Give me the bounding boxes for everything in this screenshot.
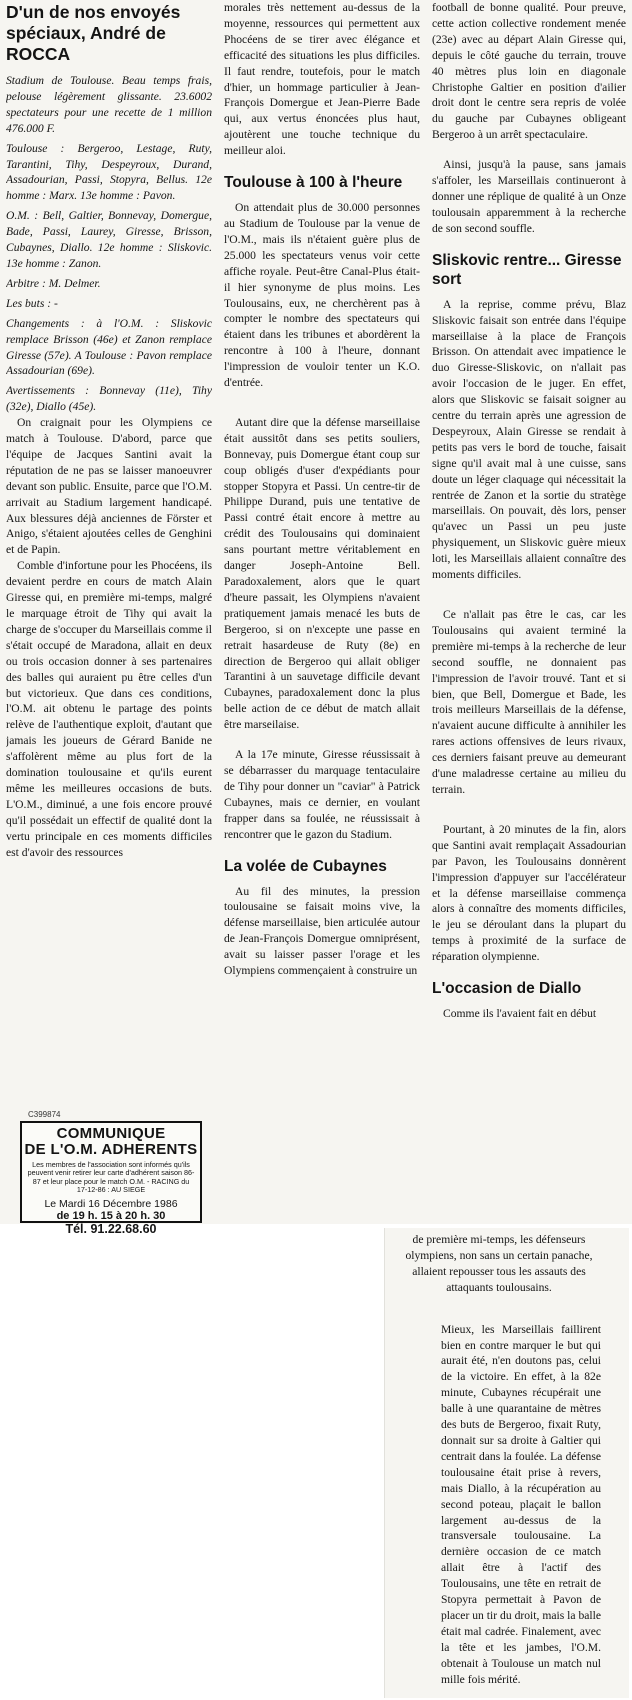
subheading: La volée de Cubaynes bbox=[224, 857, 387, 875]
notice-date: Le Mardi 16 Décembre 1986 bbox=[44, 1197, 178, 1210]
match-info-toulouse-lineup: Toulouse : Bergeroo, Lestage, Ruty, Tarantini, Tihy, Despeyroux, Durand, Assadourian, Passi, Stopyra, Bellus. 12e homme : Marx. 13e homme : Pavon. bbox=[6, 141, 212, 203]
match-info-referee: Arbitre : M. Delmer. bbox=[6, 276, 101, 290]
match-info-om-lineup: O.M. : Bell, Galtier, Bonnevay, Domergue, Bade, Passi, Laurey, Giresse, Brisson, Cubaynes, Diallo. 12e homme : Sliskovic. 13e homme : Zanon. bbox=[6, 209, 212, 270]
om-members-notice bbox=[20, 1121, 202, 1236]
paragraph: A la reprise, comme prévu, Blaz Sliskovic faisait son entrée dans l'équipe marseillaise à la place de François Brisson. On attendait avec impatience le duo Giresse-Sliskovic, on n'allait pas avoir l'occasion de le juger. En effet, alors que Sliskovic se faisait soigner au centre du terrain après une agression de Despeyroux, Alain Giresse se rendait à petits pas vers le bord de touche, faisait signe qu'il avait mal à une cuisse, sans doute un léger claquage qui nécessitait la rentrée de Zanon et la sortie du stratège marseillais. On pouvait, dès lors, penser qu'avec un Passi un peu juste physiquement, un Sliskovic guère mieux loti, les Marseillais allaient connaître des moments difficiles. bbox=[432, 297, 626, 582]
notice-body: Les membres de l'association sont informés qu'ils peuvent venir retirer leur carte d'adhérent saison 86-87 et leur place pour le match O.M. - RACING du 17-12-86 : AU SIEGE bbox=[27, 1160, 195, 1195]
continuation-strip bbox=[384, 1228, 629, 1698]
notice-reference: C399874 bbox=[28, 1110, 61, 1119]
paragraph: Ce n'allait pas être le cas, car les Toulousains qui avaient terminé la première mi-temps à la recherche de leur second souffle, ne donnaient pas l'impression de l'avoir trouvé. Tant et si bien, que Bell, Domergue et Bade, les trois meilleurs Marseillais de la défense, n'avaient aucune difficulte à annihiler les rares actions offensives de leurs rivaux, ces derniers faisant preuve au demeurant d'une maladresse certaine au milieu du terrain. bbox=[432, 608, 626, 796]
paragraph: On attendait plus de 30.000 personnes au Stadium de Toulouse par la venue de l'O.M., mais ils n'étaient guère plus de 25.000 les spectateurs venus voir cette affiche royale. Peut-être Canal-Plus était-il hier synonyme de plus moins. Les Toulousains, eux, ne cherchèrent pas à compter le nombre des spectateurs qui étaient dans les tribunes et abordèrent la rencontre à 100 à l'heure, donnant l'impression de vouloir tenter un K.O. d'entrée. bbox=[224, 201, 420, 390]
column-3 bbox=[432, 0, 626, 1222]
match-info-goals: Les buts : - bbox=[6, 296, 58, 310]
column-2 bbox=[224, 0, 420, 1222]
notice-hours: de 19 h. 15 à 20 h. 30 bbox=[56, 1209, 166, 1222]
notice-phone: Tél. 91.22.68.60 bbox=[65, 1221, 157, 1236]
paragraph: Comble d'infortune pour les Phocéens, ils devaient perdre en cours de match Alain Giresse qui, en première mi-temps, malgré le marquage étroit de Tihy qui avait la charge de s'occuper du Marseillais comme il s'était occupé de Maradona, allait en deux ou trois occasion donner à ses partenaires des balles qui auraient pu être celles d'un but victorieux. Que dans ces conditions, l'O.M. ait obtenu le partage des points relève de l'authentique exploit, d'autant que jamais les joueurs de Gérard Banide ne s'affolèrent même au plus fort de la domination toulousaine et qu'ils eurent même les meilleures occasions de buts. L'O.M., diminué, a une fois encore prouvé qu'il possédait un effectif de qualité dont la vertu principale en ces moments difficiles est d'avoir des ressources bbox=[6, 559, 212, 859]
paragraph: On craignait pour les Olympiens ce match à Toulouse. D'abord, parce que l'équipe de Jacques Santini avait la réputation de ne pas se laisser manoeuvrer devant son public. Ensuite, parce que l'O.M. arrivait au Stadium largement handicapé. Aux blessures déjà anciennes de Förster et Anigo, s'étaient ajoutées celles de Genghini et de Papin. bbox=[6, 416, 212, 557]
paragraph: Ainsi, jusqu'à la pause, sans jamais s'affoler, les Marseillais continueront à donner une réplique de qualité à un Onze toulousain apparemment à la recherche de son second souffle. bbox=[432, 158, 626, 235]
notice-title-line-2: DE L'O.M. ADHERENTS bbox=[24, 1141, 198, 1158]
subheading: L'occasion de Diallo bbox=[432, 980, 582, 998]
subheading: Toulouse à 100 à l'heure bbox=[224, 174, 403, 192]
subheading: Sliskovic rentre... Giresse sort bbox=[432, 251, 622, 288]
continuation-text bbox=[397, 1232, 601, 1687]
match-info-venue: Stadium de Toulouse. Beau temps frais, pelouse légèrement glissante. 23.6002 spectateurs pour une recette de 1 million 476.000 F. bbox=[6, 74, 212, 135]
paragraph: Autant dire que la défense marseillaise était aussitôt dans ses petits souliers, Bonnevay, puis Domergue étant coup sur coup obligés d'user d'expédiants pour stopper Stopyra et Passi. Un centre-tir de Philippe Durand, puis une tentative de Passi contré était encore à mettre au crédit des Toulousains qui dominaient sans pourtant mettre véritablement en danger Joseph-Antoine Bell. Paradoxalement, alors que le quart d'heure passait, les Olympiens n'avaient pratiquement jamais menacé les buts de Bergeroo, si on n'excepte une passe en retrait hasardeuse de Ruty (8e) en direction de Bergeroo qui allait obliger Tarantini à un sauvetage difficile devant Cubaynes, paradoxalement donc la plus belle action de ce début de match allait être marseilaise. bbox=[224, 415, 420, 732]
match-info-bookings: Avertissements : Bonnevay (11e), Tihy (32e), Diallo (45e). bbox=[6, 384, 212, 414]
match-info-substitutions: Changements : à l'O.M. : Sliskovic remplace Brisson (46e) et Zanon remplace Giresse (57e). A Toulouse : Pavon remplace Assadourian (69e). bbox=[6, 316, 212, 378]
column-1 bbox=[6, 0, 212, 1130]
match-info bbox=[6, 73, 212, 415]
notice-title-line-1: COMMUNIQUE bbox=[56, 1125, 166, 1142]
paragraph: morales très nettement au-dessus de la moyenne, ressources qui permettent aux Phocéens de se tirer avec élégance et efficacité des situations les plus difficiles. Il faut rendre, toutefois, pour le match d'hier, un hommage particulier à Jean-François Domergue et Jean-Pierre Bade qui, aux vertus énoncées plus haut, ajoutèrent une touche technique du meilleur aloi. bbox=[224, 1, 420, 158]
paragraph: Comme ils l'avaient fait en début bbox=[443, 1007, 597, 1021]
paragraph: Pourtant, à 20 minutes de la fin, alors que Santini avait remplaçait Assadourian par Pavon, les Toulousains donnèrent l'impression d'appuyer sur l'accélérateur et la défense marseillaise commença alors à connaître des moments difficiles, le jeu se déroulant dans la plupart du temps à proximité de la surface de réparation olympienne. bbox=[432, 822, 626, 964]
paragraph: football de bonne qualité. Pour preuve, cette action collective rondement menée (23e) avec au départ Alain Giresse qui, depuis le côté gauche du terrain, trouve 40 mètres plus loin en diagonale Christophe Galtier en position d'ailier droit dont le centre sera repris de volée du gauche par Cubaynes obligeant Bergeroo à un arrêt spectaculaire. bbox=[432, 1, 626, 142]
paragraph: de première mi-temps, les défenseurs olympiens, non sans un certain panache, allaient repousser tous les assauts des attaquants toulousains. bbox=[405, 1233, 593, 1294]
paragraph: Au fil des minutes, la pression toulousaine se faisait moins vive, la défense marseillaise, bien articulée autour de Jean-François Domergue omniprésent, avait su laisser passer l'orage et les Olympiens commençaient à construire un bbox=[224, 884, 420, 978]
paragraph: Mieux, les Marseillais faillirent bien en contre marquer le but qui aurait été, n'en doutons pas, celui de la victoire. En effet, à la 82e minute, Cubaynes récupérait une balle à une quarantaine de mètres des buts de Bergeroo, fixait Ruty, donnait sur sa droite à Galtier qui centrait dans la foulée. La défense toulousaine était prise à revers, mais Diallo, à la récupération au second poteau, plaçait le ballon largement au-dessus de la transversale toulousaine. La dernière occasion de ce match allait être à l'actif des Toulousains, une tête en retrait de Stopyra permettait à Pavon de placer un tir du droit, mais la balle était mal cadrée. Finalement, avec la tête et les jambes, l'O.M. obtenait à Toulouse un match nul mille fois mérité. bbox=[441, 1322, 601, 1686]
article-byline-title: D'un de nos envoyés spéciaux, André de ROCCA bbox=[6, 2, 181, 64]
paragraph: A la 17e minute, Giresse réussissait à se débarrasser du marquage tentaculaire de Tihy pour donner un "caviar" à Patrick Cubaynes, mais ce dernier, en voulant frapper dans sa foulée, ne réussissait à rencontrer que le gazon du Stadium. bbox=[224, 748, 420, 841]
